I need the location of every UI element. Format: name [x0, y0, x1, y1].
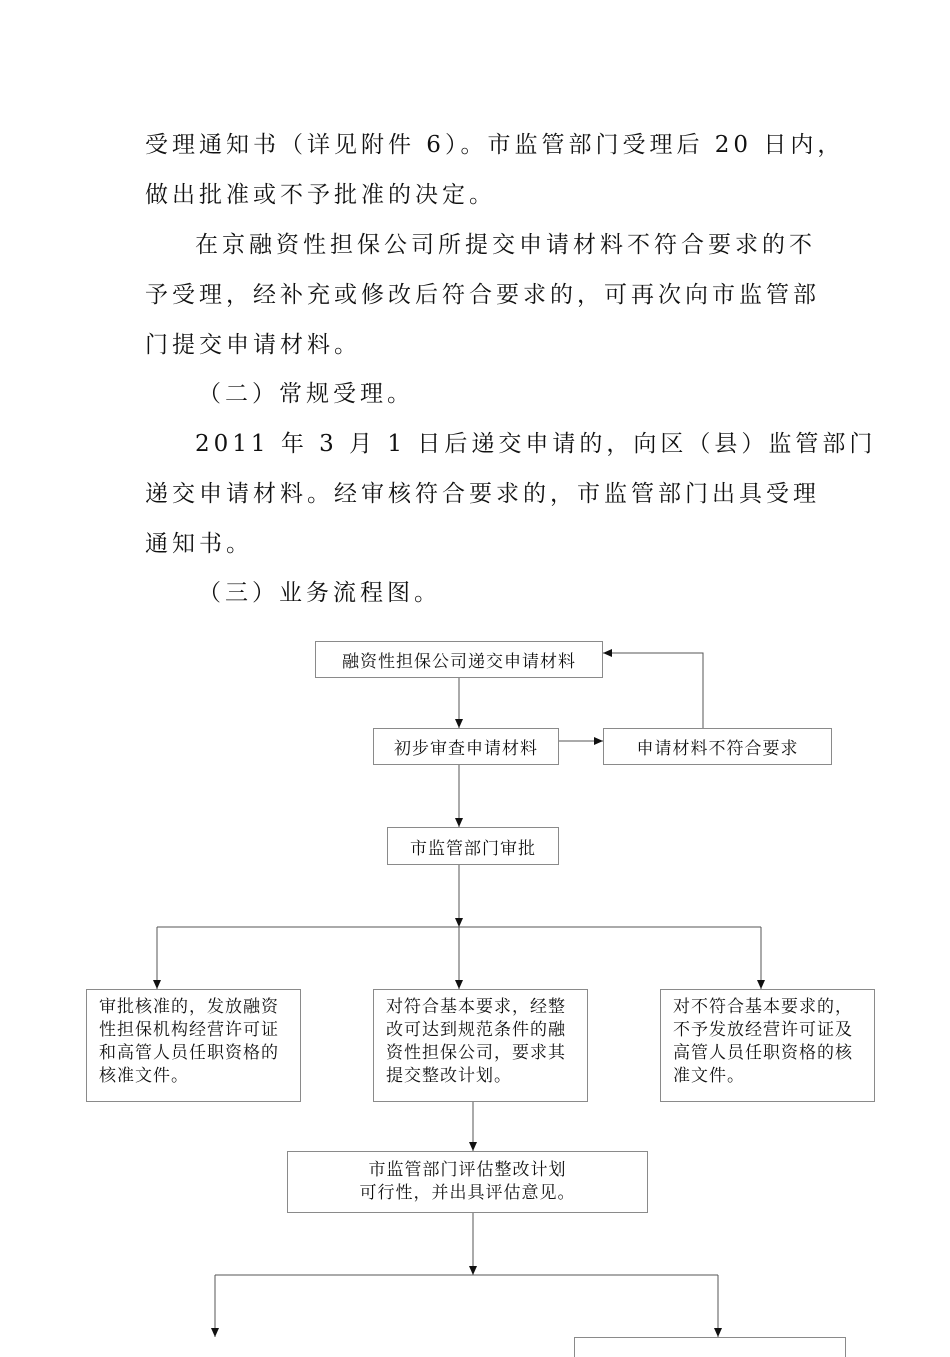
- paragraph-line-8: 递交申请材料。经审核符合要求的，市监管部门出具受理: [145, 481, 820, 507]
- flow-box-rectification-plan: 对符合基本要求，经整 改可达到规范条件的融 资性担保公司，要求其 提交整改计划。: [373, 989, 588, 1102]
- paragraph-line-1: 受理通知书（详见附件 6）。市监管部门受理后 20 日内，: [145, 132, 845, 158]
- flow-box-approved: 审批核准的，发放融资 性担保机构经营许可证 和高管人员任职资格的 核准文件。: [86, 989, 301, 1102]
- section-heading-regular-acceptance: （二）常规受理。: [198, 381, 414, 407]
- paragraph-line-9: 通知书。: [145, 531, 253, 557]
- flow-box-partial-bottom: [574, 1337, 846, 1357]
- flow-box-city-approval: 市监管部门审批: [387, 827, 559, 865]
- paragraph-line-4: 予受理，经补充或修改后符合要求的，可再次向市监管部: [145, 282, 820, 308]
- section-heading-flowchart: （三）业务流程图。: [198, 580, 441, 606]
- paragraph-line-5: 门提交申请材料。: [145, 332, 361, 358]
- paragraph-line-7: 2011 年 3 月 1 日后递交申请的，向区（县）监管部门: [195, 431, 877, 457]
- flow-box-rejected: 对不符合基本要求的， 不予发放经营许可证及 高管人员任职资格的核 准文件。: [660, 989, 875, 1102]
- paragraph-line-2: 做出批准或不予批准的决定。: [145, 182, 496, 208]
- flow-box-materials-not-compliant: 申请材料不符合要求: [603, 728, 832, 765]
- flow-box-preliminary-review: 初步审查申请材料: [373, 728, 559, 765]
- flow-box-evaluate-plan: 市监管部门评估整改计划 可行性，并出具评估意见。: [287, 1151, 648, 1213]
- flow-box-submit-application: 融资性担保公司递交申请材料: [315, 641, 603, 678]
- paragraph-line-3: 在京融资性担保公司所提交申请材料不符合要求的不: [195, 232, 816, 258]
